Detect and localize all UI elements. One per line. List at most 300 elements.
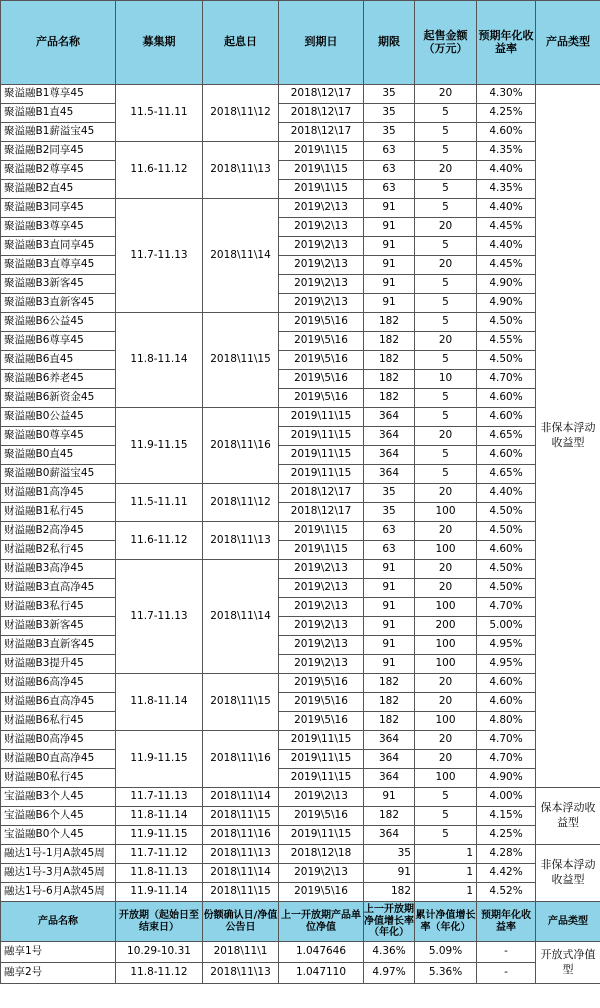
table-row [1, 465, 600, 484]
yield-cell: 4.60% [477, 408, 536, 427]
start-date-cell: 2018\11\12 [203, 484, 279, 522]
start-date-cell: 2018\11\13 [203, 845, 279, 864]
term-cell: 364 [364, 465, 415, 484]
product-name-cell: 财溢融B1高净45 [1, 484, 116, 503]
table-row [1, 199, 600, 218]
term-cell: 182 [364, 807, 415, 826]
raise-period-cell: 11.7-11.13 [116, 199, 203, 313]
yield-cell: 4.40% [477, 484, 536, 503]
header-row [1, 1, 600, 85]
table-row [1, 484, 600, 503]
header-cell: 预期年化收益率 [477, 1, 536, 85]
product-name-cell: 聚溢融B1直45 [1, 104, 116, 123]
yield-cell: 4.00% [477, 788, 536, 807]
yield-cell: 4.28% [477, 845, 536, 864]
maturity-date-cell: 2019\5\16 [279, 883, 364, 902]
raise-period-cell: 11.8-11.14 [116, 313, 203, 408]
maturity-date-cell: 2019\2\13 [279, 218, 364, 237]
yield-cell: - [477, 942, 536, 963]
open-period-cell: 10.29-10.31 [116, 942, 203, 963]
table-row [1, 636, 600, 655]
maturity-date-cell: 2018\12\18 [279, 845, 364, 864]
term-cell: 35 [364, 104, 415, 123]
table-row [1, 256, 600, 275]
maturity-date-cell: 2019\1\15 [279, 180, 364, 199]
yield-cell: 4.45% [477, 256, 536, 275]
product-name-cell: 财溢融B6直高净45 [1, 693, 116, 712]
raise-period-cell: 11.9-11.15 [116, 731, 203, 788]
product-name-cell: 财溢融B3直高净45 [1, 579, 116, 598]
term-cell: 182 [364, 389, 415, 408]
min-amount-cell: 100 [415, 541, 477, 560]
cumulative-growth-cell: 5.36% [415, 963, 477, 984]
yield-cell: 4.65% [477, 465, 536, 484]
yield-cell: 4.50% [477, 351, 536, 370]
maturity-date-cell: 2019\5\16 [279, 389, 364, 408]
table-row [1, 427, 600, 446]
min-amount-cell: 20 [415, 674, 477, 693]
product-name-cell: 融达1号-1月A款45周 [1, 845, 116, 864]
min-amount-cell: 100 [415, 769, 477, 788]
min-amount-cell: 5 [415, 104, 477, 123]
yield-cell: 4.45% [477, 218, 536, 237]
term-cell: 364 [364, 731, 415, 750]
raise-period-cell: 11.6-11.12 [116, 142, 203, 199]
term-cell: 63 [364, 522, 415, 541]
term-cell: 364 [364, 408, 415, 427]
header-cell: 产品类型 [536, 902, 600, 942]
product-name-cell: 聚溢融B0尊享45 [1, 427, 116, 446]
term-cell: 91 [364, 560, 415, 579]
yield-cell: 4.60% [477, 446, 536, 465]
yield-cell: 4.55% [477, 332, 536, 351]
table-row [1, 845, 600, 864]
maturity-date-cell: 2019\2\13 [279, 256, 364, 275]
product-name-cell: 聚溢融B2同享45 [1, 142, 116, 161]
raise-period-cell: 11.6-11.12 [116, 522, 203, 560]
min-amount-cell: 200 [415, 617, 477, 636]
product-name-cell: 聚溢融B6新资金45 [1, 389, 116, 408]
table-row [1, 883, 600, 902]
term-cell: 35 [364, 845, 415, 864]
term-cell: 91 [364, 256, 415, 275]
min-amount-cell: 5 [415, 275, 477, 294]
yield-cell: 4.70% [477, 598, 536, 617]
start-date-cell: 2018\11\15 [203, 807, 279, 826]
yield-cell: 4.35% [477, 180, 536, 199]
nav-cell: 1.047646 [279, 942, 364, 963]
min-amount-cell: 100 [415, 655, 477, 674]
maturity-date-cell: 2019\1\15 [279, 161, 364, 180]
raise-period-cell: 11.8-11.14 [116, 674, 203, 731]
yield-cell: - [477, 963, 536, 984]
yield-cell: 4.50% [477, 579, 536, 598]
table-row [1, 332, 600, 351]
product-name-cell: 聚溢融B2直45 [1, 180, 116, 199]
maturity-date-cell: 2019\2\13 [279, 655, 364, 674]
product-name-cell: 财溢融B0直高净45 [1, 750, 116, 769]
table-row [1, 104, 600, 123]
min-amount-cell: 1 [415, 883, 477, 902]
table-row [1, 503, 600, 522]
term-cell: 364 [364, 826, 415, 845]
min-amount-cell: 5 [415, 351, 477, 370]
header-cell: 到期日 [279, 1, 364, 85]
term-cell: 182 [364, 712, 415, 731]
maturity-date-cell: 2019\1\15 [279, 522, 364, 541]
min-amount-cell: 5 [415, 294, 477, 313]
term-cell: 91 [364, 636, 415, 655]
header-cell: 产品名称 [1, 902, 116, 942]
table-row [1, 408, 600, 427]
term-cell: 364 [364, 750, 415, 769]
table-row [1, 788, 600, 807]
raise-period-cell: 11.5-11.11 [116, 85, 203, 142]
term-cell: 35 [364, 123, 415, 142]
product-name-cell: 聚溢融B3新客45 [1, 275, 116, 294]
term-cell: 182 [364, 313, 415, 332]
product-name-cell: 聚溢融B3直同享45 [1, 237, 116, 256]
start-date-cell: 2018\11\16 [203, 408, 279, 484]
table-row [1, 370, 600, 389]
product-name-cell: 财溢融B1私行45 [1, 503, 116, 522]
table-row [1, 522, 600, 541]
maturity-date-cell: 2019\11\15 [279, 427, 364, 446]
maturity-date-cell: 2019\5\16 [279, 332, 364, 351]
yield-cell: 4.25% [477, 104, 536, 123]
term-cell: 182 [364, 332, 415, 351]
maturity-date-cell: 2019\11\15 [279, 731, 364, 750]
nav-growth-cell: 4.97% [364, 963, 415, 984]
product-name-cell: 财溢融B6高净45 [1, 674, 116, 693]
yield-cell: 4.50% [477, 313, 536, 332]
maturity-date-cell: 2019\2\13 [279, 294, 364, 313]
yield-cell: 4.60% [477, 123, 536, 142]
table-row [1, 142, 600, 161]
table-row [1, 389, 600, 408]
product-name-cell: 融达1号-6月A款45周 [1, 883, 116, 902]
yield-cell: 4.70% [477, 370, 536, 389]
header-cell: 累计净值增长率（年化） [415, 902, 477, 942]
maturity-date-cell: 2019\5\16 [279, 712, 364, 731]
table-row [1, 237, 600, 256]
product-name-cell: 聚溢融B6尊享45 [1, 332, 116, 351]
raise-period-cell: 11.8-11.14 [116, 807, 203, 826]
min-amount-cell: 5 [415, 788, 477, 807]
table-row [1, 313, 600, 332]
term-cell: 91 [364, 218, 415, 237]
maturity-date-cell: 2019\11\15 [279, 750, 364, 769]
min-amount-cell: 5 [415, 465, 477, 484]
raise-period-cell: 11.5-11.11 [116, 484, 203, 522]
term-cell: 35 [364, 85, 415, 104]
min-amount-cell: 5 [415, 826, 477, 845]
raise-period-cell: 11.7-11.12 [116, 845, 203, 864]
product-name-cell: 财溢融B0私行45 [1, 769, 116, 788]
maturity-date-cell: 2019\11\15 [279, 465, 364, 484]
yield-cell: 4.70% [477, 731, 536, 750]
table-row [1, 807, 600, 826]
product-name-cell: 宝溢融B0个人45 [1, 826, 116, 845]
confirm-date-cell: 2018\11\13 [203, 963, 279, 984]
raise-period-cell: 11.7-11.13 [116, 788, 203, 807]
min-amount-cell: 5 [415, 807, 477, 826]
product-name-cell: 融享2号 [1, 963, 116, 984]
min-amount-cell: 20 [415, 522, 477, 541]
term-cell: 182 [364, 883, 415, 902]
start-date-cell: 2018\11\16 [203, 731, 279, 788]
product-name-cell: 财溢融B3提升45 [1, 655, 116, 674]
term-cell: 91 [364, 617, 415, 636]
term-cell: 63 [364, 541, 415, 560]
product-name-cell: 融享1号 [1, 942, 116, 963]
yield-cell: 4.60% [477, 674, 536, 693]
term-cell: 91 [364, 294, 415, 313]
nav-growth-cell: 4.36% [364, 942, 415, 963]
table-row [1, 180, 600, 199]
table-row [1, 617, 600, 636]
product-name-cell: 聚溢融B6直45 [1, 351, 116, 370]
min-amount-cell: 20 [415, 579, 477, 598]
term-cell: 63 [364, 161, 415, 180]
product-name-cell: 财溢融B3直新客45 [1, 636, 116, 655]
table-row [1, 446, 600, 465]
table-row [1, 85, 600, 104]
min-amount-cell: 5 [415, 123, 477, 142]
product-name-cell: 财溢融B2私行45 [1, 541, 116, 560]
yield-cell: 4.95% [477, 636, 536, 655]
term-cell: 182 [364, 693, 415, 712]
product-type-cell: 非保本浮动收益型 [536, 85, 600, 788]
start-date-cell: 2018\11\15 [203, 674, 279, 731]
yield-cell: 4.70% [477, 750, 536, 769]
yield-cell: 4.52% [477, 883, 536, 902]
maturity-date-cell: 2018\12\17 [279, 123, 364, 142]
raise-period-cell: 11.8-11.13 [116, 864, 203, 883]
maturity-date-cell: 2019\5\16 [279, 370, 364, 389]
header-cell: 预期年化收益率 [477, 902, 536, 942]
maturity-date-cell: 2019\2\13 [279, 636, 364, 655]
table-row [1, 674, 600, 693]
yield-cell: 4.90% [477, 275, 536, 294]
yield-cell: 4.90% [477, 769, 536, 788]
table-row [1, 693, 600, 712]
term-cell: 91 [364, 864, 415, 883]
term-cell: 91 [364, 579, 415, 598]
min-amount-cell: 20 [415, 427, 477, 446]
product-name-cell: 聚溢融B3直新客45 [1, 294, 116, 313]
table-row [1, 963, 600, 984]
header-cell: 产品名称 [1, 1, 116, 85]
min-amount-cell: 20 [415, 161, 477, 180]
min-amount-cell: 20 [415, 750, 477, 769]
maturity-date-cell: 2019\5\16 [279, 313, 364, 332]
open-period-cell: 11.8-11.12 [116, 963, 203, 984]
header-cell: 起售金额（万元） [415, 1, 477, 85]
product-name-cell: 聚溢融B0薪溢宝45 [1, 465, 116, 484]
product-name-cell: 财溢融B3新客45 [1, 617, 116, 636]
header-cell: 募集期 [116, 1, 203, 85]
product-name-cell: 聚溢融B6养老45 [1, 370, 116, 389]
min-amount-cell: 5 [415, 142, 477, 161]
table-row [1, 731, 600, 750]
maturity-date-cell: 2018\12\17 [279, 85, 364, 104]
term-cell: 91 [364, 655, 415, 674]
maturity-date-cell: 2019\11\15 [279, 408, 364, 427]
min-amount-cell: 100 [415, 598, 477, 617]
maturity-date-cell: 2019\2\13 [279, 579, 364, 598]
min-amount-cell: 5 [415, 389, 477, 408]
product-name-cell: 财溢融B6私行45 [1, 712, 116, 731]
term-cell: 63 [364, 180, 415, 199]
min-amount-cell: 100 [415, 712, 477, 731]
table-row [1, 541, 600, 560]
maturity-date-cell: 2019\2\13 [279, 617, 364, 636]
min-amount-cell: 20 [415, 218, 477, 237]
yield-cell: 4.50% [477, 560, 536, 579]
table-row [1, 123, 600, 142]
min-amount-cell: 20 [415, 85, 477, 104]
header-cell: 上一开放期产品单位净值 [279, 902, 364, 942]
table-row [1, 864, 600, 883]
yield-cell: 4.40% [477, 161, 536, 180]
yield-cell: 4.90% [477, 294, 536, 313]
start-date-cell: 2018\11\15 [203, 883, 279, 902]
yield-cell: 4.40% [477, 199, 536, 218]
maturity-date-cell: 2018\12\17 [279, 503, 364, 522]
min-amount-cell: 20 [415, 332, 477, 351]
table-row [1, 750, 600, 769]
maturity-date-cell: 2019\2\13 [279, 275, 364, 294]
start-date-cell: 2018\11\14 [203, 864, 279, 883]
yield-cell: 4.25% [477, 826, 536, 845]
start-date-cell: 2018\11\14 [203, 199, 279, 313]
maturity-date-cell: 2019\1\15 [279, 541, 364, 560]
yield-cell: 4.15% [477, 807, 536, 826]
start-date-cell: 2018\11\12 [203, 85, 279, 142]
table-row [1, 579, 600, 598]
min-amount-cell: 10 [415, 370, 477, 389]
min-amount-cell: 5 [415, 446, 477, 465]
product-name-cell: 宝溢融B6个人45 [1, 807, 116, 826]
product-name-cell: 聚溢融B1薪溢宝45 [1, 123, 116, 142]
term-cell: 91 [364, 275, 415, 294]
term-cell: 91 [364, 199, 415, 218]
maturity-date-cell: 2019\11\15 [279, 446, 364, 465]
raise-period-cell: 11.9-11.15 [116, 826, 203, 845]
product-name-cell: 财溢融B2高净45 [1, 522, 116, 541]
raise-period-cell: 11.9-11.14 [116, 883, 203, 902]
term-cell: 91 [364, 788, 415, 807]
product-name-cell: 聚溢融B0公益45 [1, 408, 116, 427]
maturity-date-cell: 2019\11\15 [279, 769, 364, 788]
term-cell: 364 [364, 427, 415, 446]
yield-cell: 4.35% [477, 142, 536, 161]
start-date-cell: 2018\11\14 [203, 560, 279, 674]
confirm-date-cell: 2018\11\1 [203, 942, 279, 963]
yield-cell: 4.95% [477, 655, 536, 674]
maturity-date-cell: 2019\2\13 [279, 788, 364, 807]
yield-cell: 4.60% [477, 693, 536, 712]
min-amount-cell: 20 [415, 256, 477, 275]
yield-cell: 4.42% [477, 864, 536, 883]
product-name-cell: 财溢融B3私行45 [1, 598, 116, 617]
yield-cell: 4.60% [477, 541, 536, 560]
min-amount-cell: 5 [415, 199, 477, 218]
header-cell: 起息日 [203, 1, 279, 85]
header-cell: 份额确认日/净值公告日 [203, 902, 279, 942]
start-date-cell: 2018\11\15 [203, 313, 279, 408]
header-cell: 开放期（起始日至结束日） [116, 902, 203, 942]
maturity-date-cell: 2019\1\15 [279, 142, 364, 161]
min-amount-cell: 100 [415, 503, 477, 522]
header-cell: 期限 [364, 1, 415, 85]
maturity-date-cell: 2019\5\16 [279, 693, 364, 712]
table-row [1, 275, 600, 294]
min-amount-cell: 20 [415, 560, 477, 579]
min-amount-cell: 5 [415, 313, 477, 332]
table-row [1, 294, 600, 313]
min-amount-cell: 1 [415, 845, 477, 864]
maturity-date-cell: 2019\5\16 [279, 807, 364, 826]
header-row-open [1, 902, 600, 942]
maturity-date-cell: 2019\2\13 [279, 864, 364, 883]
table-row [1, 218, 600, 237]
yield-cell: 4.40% [477, 237, 536, 256]
min-amount-cell: 20 [415, 693, 477, 712]
product-type-cell: 开放式净值型 [536, 942, 600, 984]
nav-cell: 1.047110 [279, 963, 364, 984]
product-name-cell: 聚溢融B2尊享45 [1, 161, 116, 180]
table-row [1, 712, 600, 731]
raise-period-cell: 11.9-11.15 [116, 408, 203, 484]
min-amount-cell: 1 [415, 864, 477, 883]
min-amount-cell: 20 [415, 484, 477, 503]
yield-cell: 4.65% [477, 427, 536, 446]
start-date-cell: 2018\11\13 [203, 522, 279, 560]
maturity-date-cell: 2019\11\15 [279, 826, 364, 845]
min-amount-cell: 5 [415, 180, 477, 199]
product-name-cell: 融达1号-3月A款45周 [1, 864, 116, 883]
term-cell: 182 [364, 351, 415, 370]
term-cell: 63 [364, 142, 415, 161]
table-row [1, 560, 600, 579]
yield-cell: 4.50% [477, 522, 536, 541]
maturity-date-cell: 2019\5\16 [279, 674, 364, 693]
product-name-cell: 聚溢融B3直尊享45 [1, 256, 116, 275]
product-name-cell: 聚溢融B6公益45 [1, 313, 116, 332]
term-cell: 182 [364, 370, 415, 389]
yield-cell: 4.50% [477, 503, 536, 522]
yield-cell: 4.80% [477, 712, 536, 731]
header-cell: 产品类型 [536, 1, 600, 85]
term-cell: 364 [364, 446, 415, 465]
yield-cell: 4.60% [477, 389, 536, 408]
header-cell: 上一开放期净值增长率（年化） [364, 902, 415, 942]
table-row [1, 826, 600, 845]
maturity-date-cell: 2019\2\13 [279, 560, 364, 579]
term-cell: 91 [364, 598, 415, 617]
term-cell: 35 [364, 484, 415, 503]
table-row [1, 655, 600, 674]
maturity-date-cell: 2019\5\16 [279, 351, 364, 370]
table-row [1, 161, 600, 180]
product-type-cell: 非保本浮动收益型 [536, 845, 600, 902]
min-amount-cell: 100 [415, 636, 477, 655]
product-name-cell: 宝溢融B3个人45 [1, 788, 116, 807]
term-cell: 35 [364, 503, 415, 522]
term-cell: 364 [364, 769, 415, 788]
